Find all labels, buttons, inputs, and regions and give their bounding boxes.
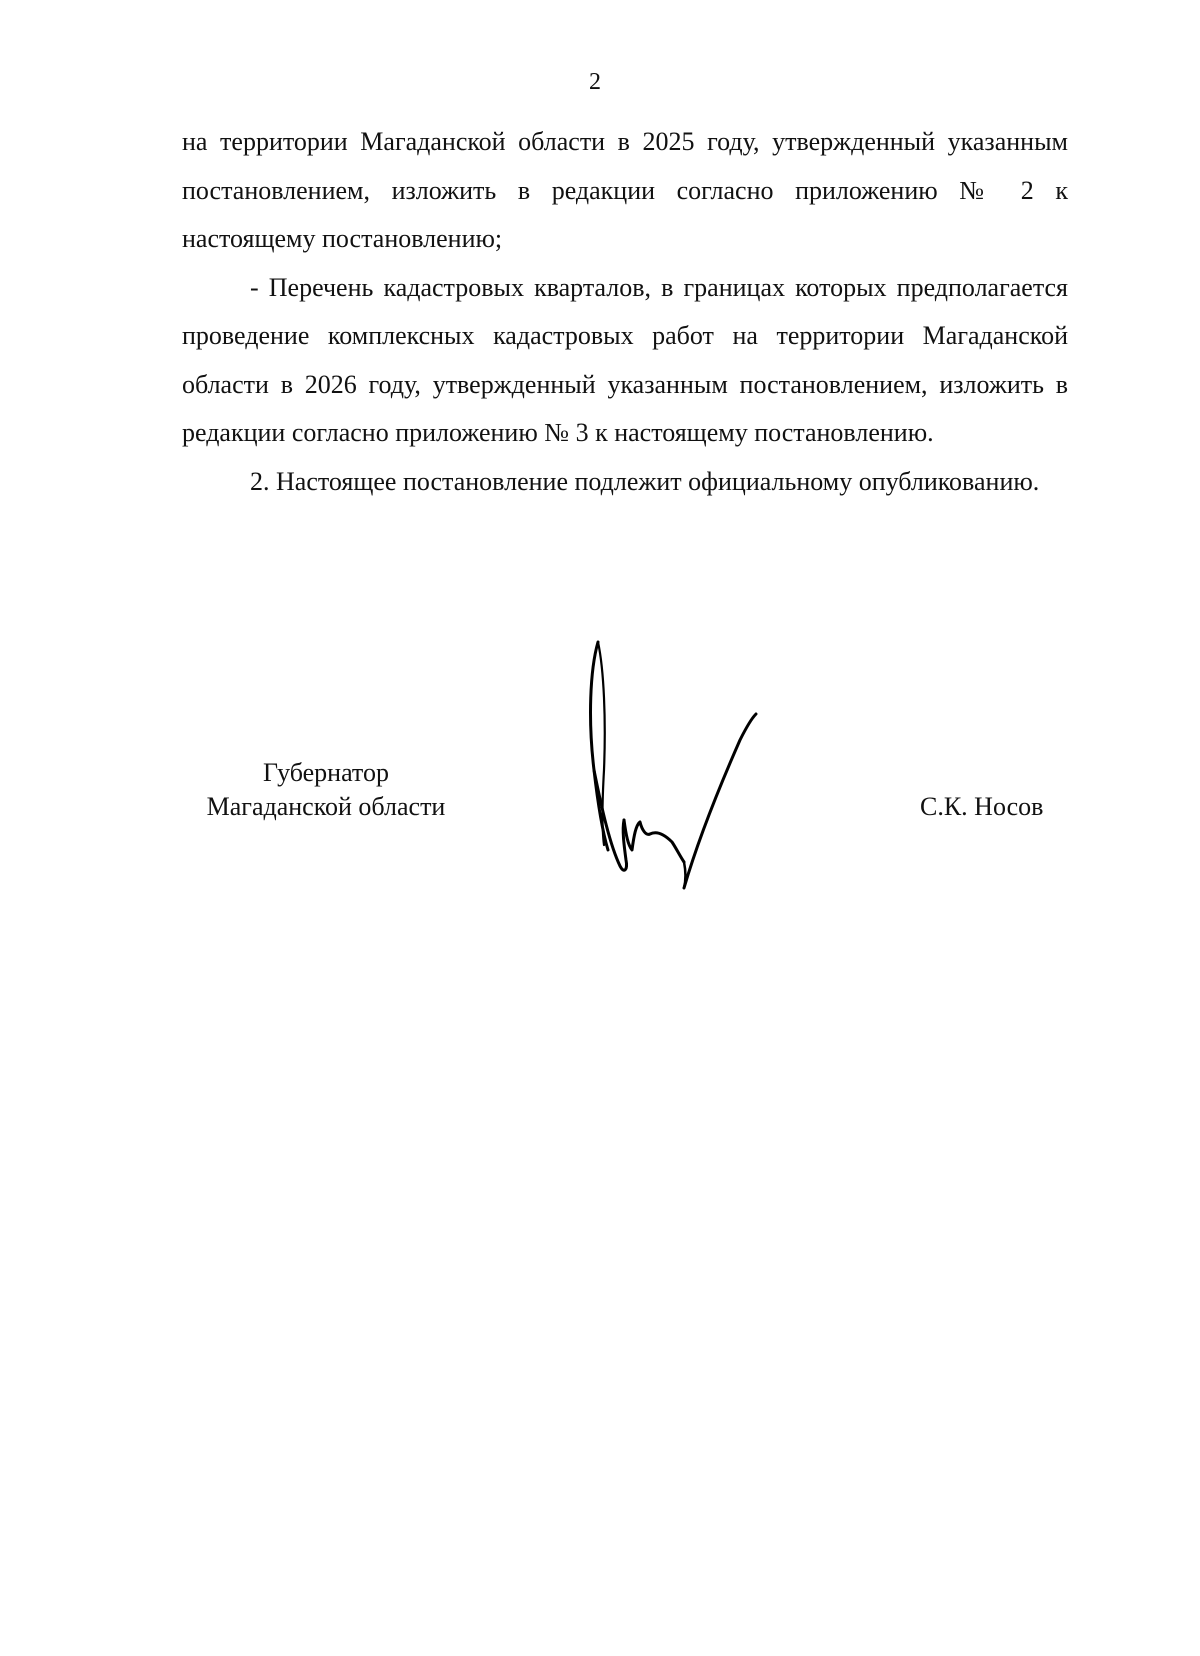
handwritten-signature [580,630,790,900]
paragraph-publication-clause: 2. Настоящее постановление подлежит официальному опубликованию. [250,466,1040,496]
signatory-title-line2: Магаданской области [206,792,446,821]
page-number: 2 [589,69,601,95]
signatory-title-line1: Губернатор [263,758,389,787]
paragraph-continuation: на территории Магаданской области в 2025 году, утвержденный указанным постановлением, изложить в редакции согласно приложению № 2 к настоящему постановлению; [182,127,1068,253]
paragraph-list-item: - Перечень кадастровых кварталов, в границах которых предполагается проведение комплексных кадастровых работ на территории Магаданской области в 2026 году, утвержденный указанным постановлением, изложить в редакции согласно приложению № 3 к настоящему постановлению. [182,272,1068,447]
signatory-title [186,756,466,824]
signatory-name: С.К. Носов [920,792,1044,821]
